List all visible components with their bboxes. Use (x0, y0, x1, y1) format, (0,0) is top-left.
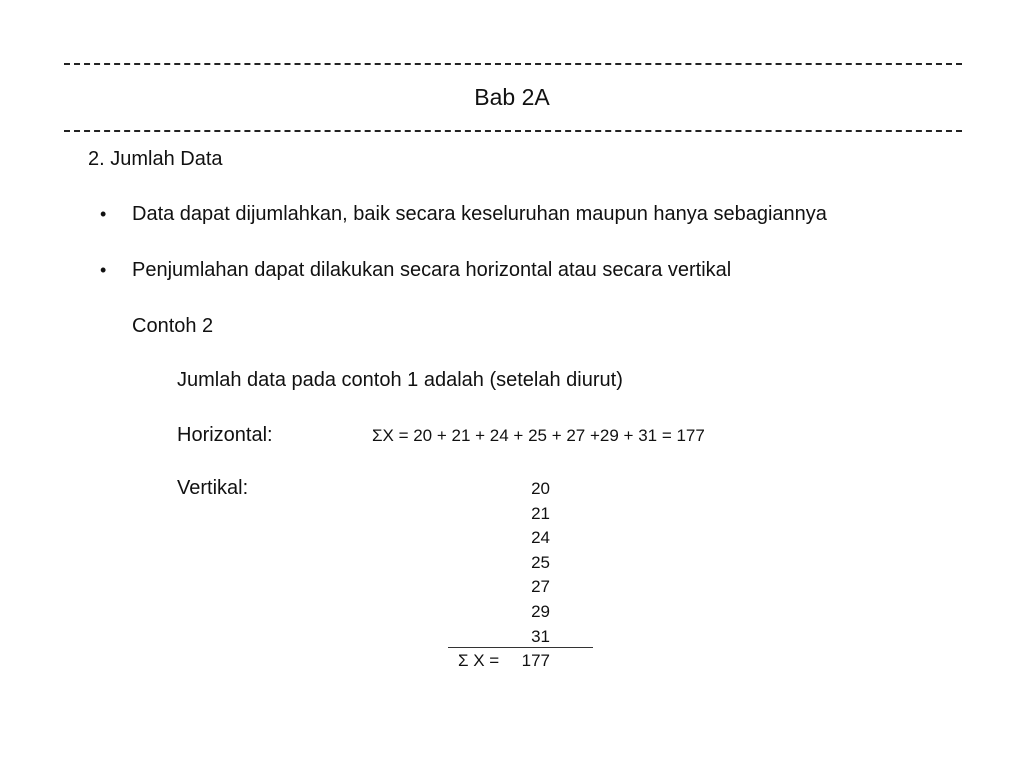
example-title: Contoh 2 (132, 315, 214, 337)
example-description: Jumlah data pada contoh 1 adalah (setelah diurut) (177, 369, 623, 391)
sum-label: Σ X = (458, 651, 500, 670)
horizontal-label: Horizontal: (177, 424, 273, 446)
vertical-value: 25 (531, 552, 550, 572)
horizontal-formula: ΣX = 20 + 21 + 24 + 25 + 27 +29 + 31 = 177 (372, 426, 705, 445)
bottom-dashed-divider (64, 130, 962, 132)
vertical-sum-row (458, 650, 550, 672)
vertical-value: 20 (531, 479, 550, 498)
vertical-value: 27 (531, 577, 550, 597)
bullet-item (100, 257, 731, 283)
section-heading: 2. Jumlah Data (88, 148, 223, 170)
vertical-value: 31 (531, 626, 550, 646)
bullet-marker: • (100, 260, 107, 280)
vertical-value: 21 (531, 503, 550, 523)
top-dashed-divider (64, 63, 962, 65)
bullet-text: Data dapat dijumlahkan, baik secara keseluruhan maupun hanya sebagiannya (132, 203, 827, 225)
page-title: Bab 2A (474, 84, 550, 110)
sum-value: 177 (521, 651, 550, 670)
bullet-text: Penjumlahan dapat dilakukan secara horizontal atau secara vertikal (132, 259, 732, 281)
bullet-item (100, 201, 827, 227)
vertical-value: 24 (531, 528, 550, 548)
bullet-marker: • (100, 204, 107, 224)
sum-underline (448, 647, 593, 648)
vertical-label: Vertikal: (177, 477, 249, 499)
vertical-values-list (500, 477, 550, 649)
vertical-value: 29 (531, 601, 550, 621)
